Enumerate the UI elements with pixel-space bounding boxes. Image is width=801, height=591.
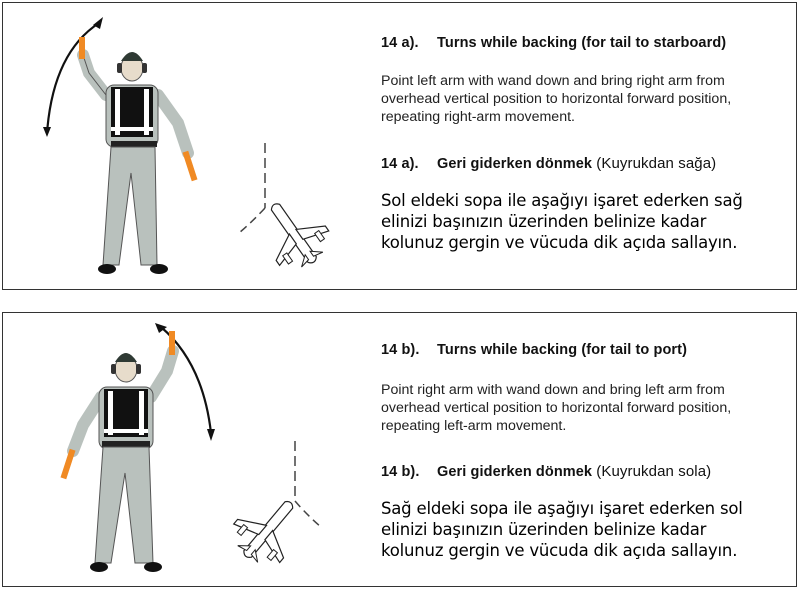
- title-en-text: Turns while backing (for tail to starboard): [437, 35, 727, 51]
- signal-number-tr: 14 b).: [381, 464, 420, 480]
- signal-title-tr: [381, 155, 716, 172]
- aircraft-icon: [249, 187, 338, 279]
- subtitle-tr: (Kuyrukdan sağa): [596, 155, 717, 172]
- title-en-text: Turns while backing (for tail to port): [437, 342, 688, 358]
- wand-icon: [79, 37, 85, 59]
- aircraft-icon: [223, 483, 314, 575]
- description-en: Point right arm with wand down and bring left arm from overhead vertical position to horizontal forward position, repeating left-arm movement.: [381, 382, 732, 434]
- signal-panel-14b: [2, 312, 797, 587]
- marshaller-illustration-14a: [3, 3, 363, 289]
- subtitle-tr: (Kuyrukdan sola): [596, 463, 712, 480]
- signal-title-en: [381, 35, 726, 51]
- marshaller-illustration-14b: [3, 313, 363, 586]
- marshaller-figure: [79, 37, 197, 274]
- wand-icon: [169, 331, 175, 355]
- signal-title-en: [381, 342, 687, 358]
- signal-number: 14 b).: [381, 342, 420, 358]
- description-tr: Sol eldeki sopa ile aşağıyı işaret ederken sağ elinizi başınızın üzerinden belinize kadar kolunuz gergin ve vücuda dik açıda sallayın.: [381, 191, 743, 252]
- taxi-path-line: [295, 441, 321, 527]
- signal-number: 14 a).: [381, 35, 419, 51]
- title-tr-text: Geri giderken dönmek: [437, 156, 593, 172]
- signal-number-tr: 14 a).: [381, 156, 419, 172]
- marshaller-figure: [61, 331, 175, 572]
- title-tr-text: Geri giderken dönmek: [437, 464, 593, 480]
- signal-title-tr: [381, 463, 711, 480]
- description-en: Point left arm with wand down and bring right arm from overhead vertical position to horizontal forward position, repeating right-arm movement.: [381, 73, 732, 125]
- taxi-path-line: [239, 143, 265, 233]
- description-tr: Sağ eldeki sopa ile aşağıyı işaret ederken sol elinizi başınızın üzerinden belinize kadar kolunuz gergin ve vücuda dik açıda sallayın.: [381, 499, 743, 560]
- signal-panel-14a: [2, 2, 797, 290]
